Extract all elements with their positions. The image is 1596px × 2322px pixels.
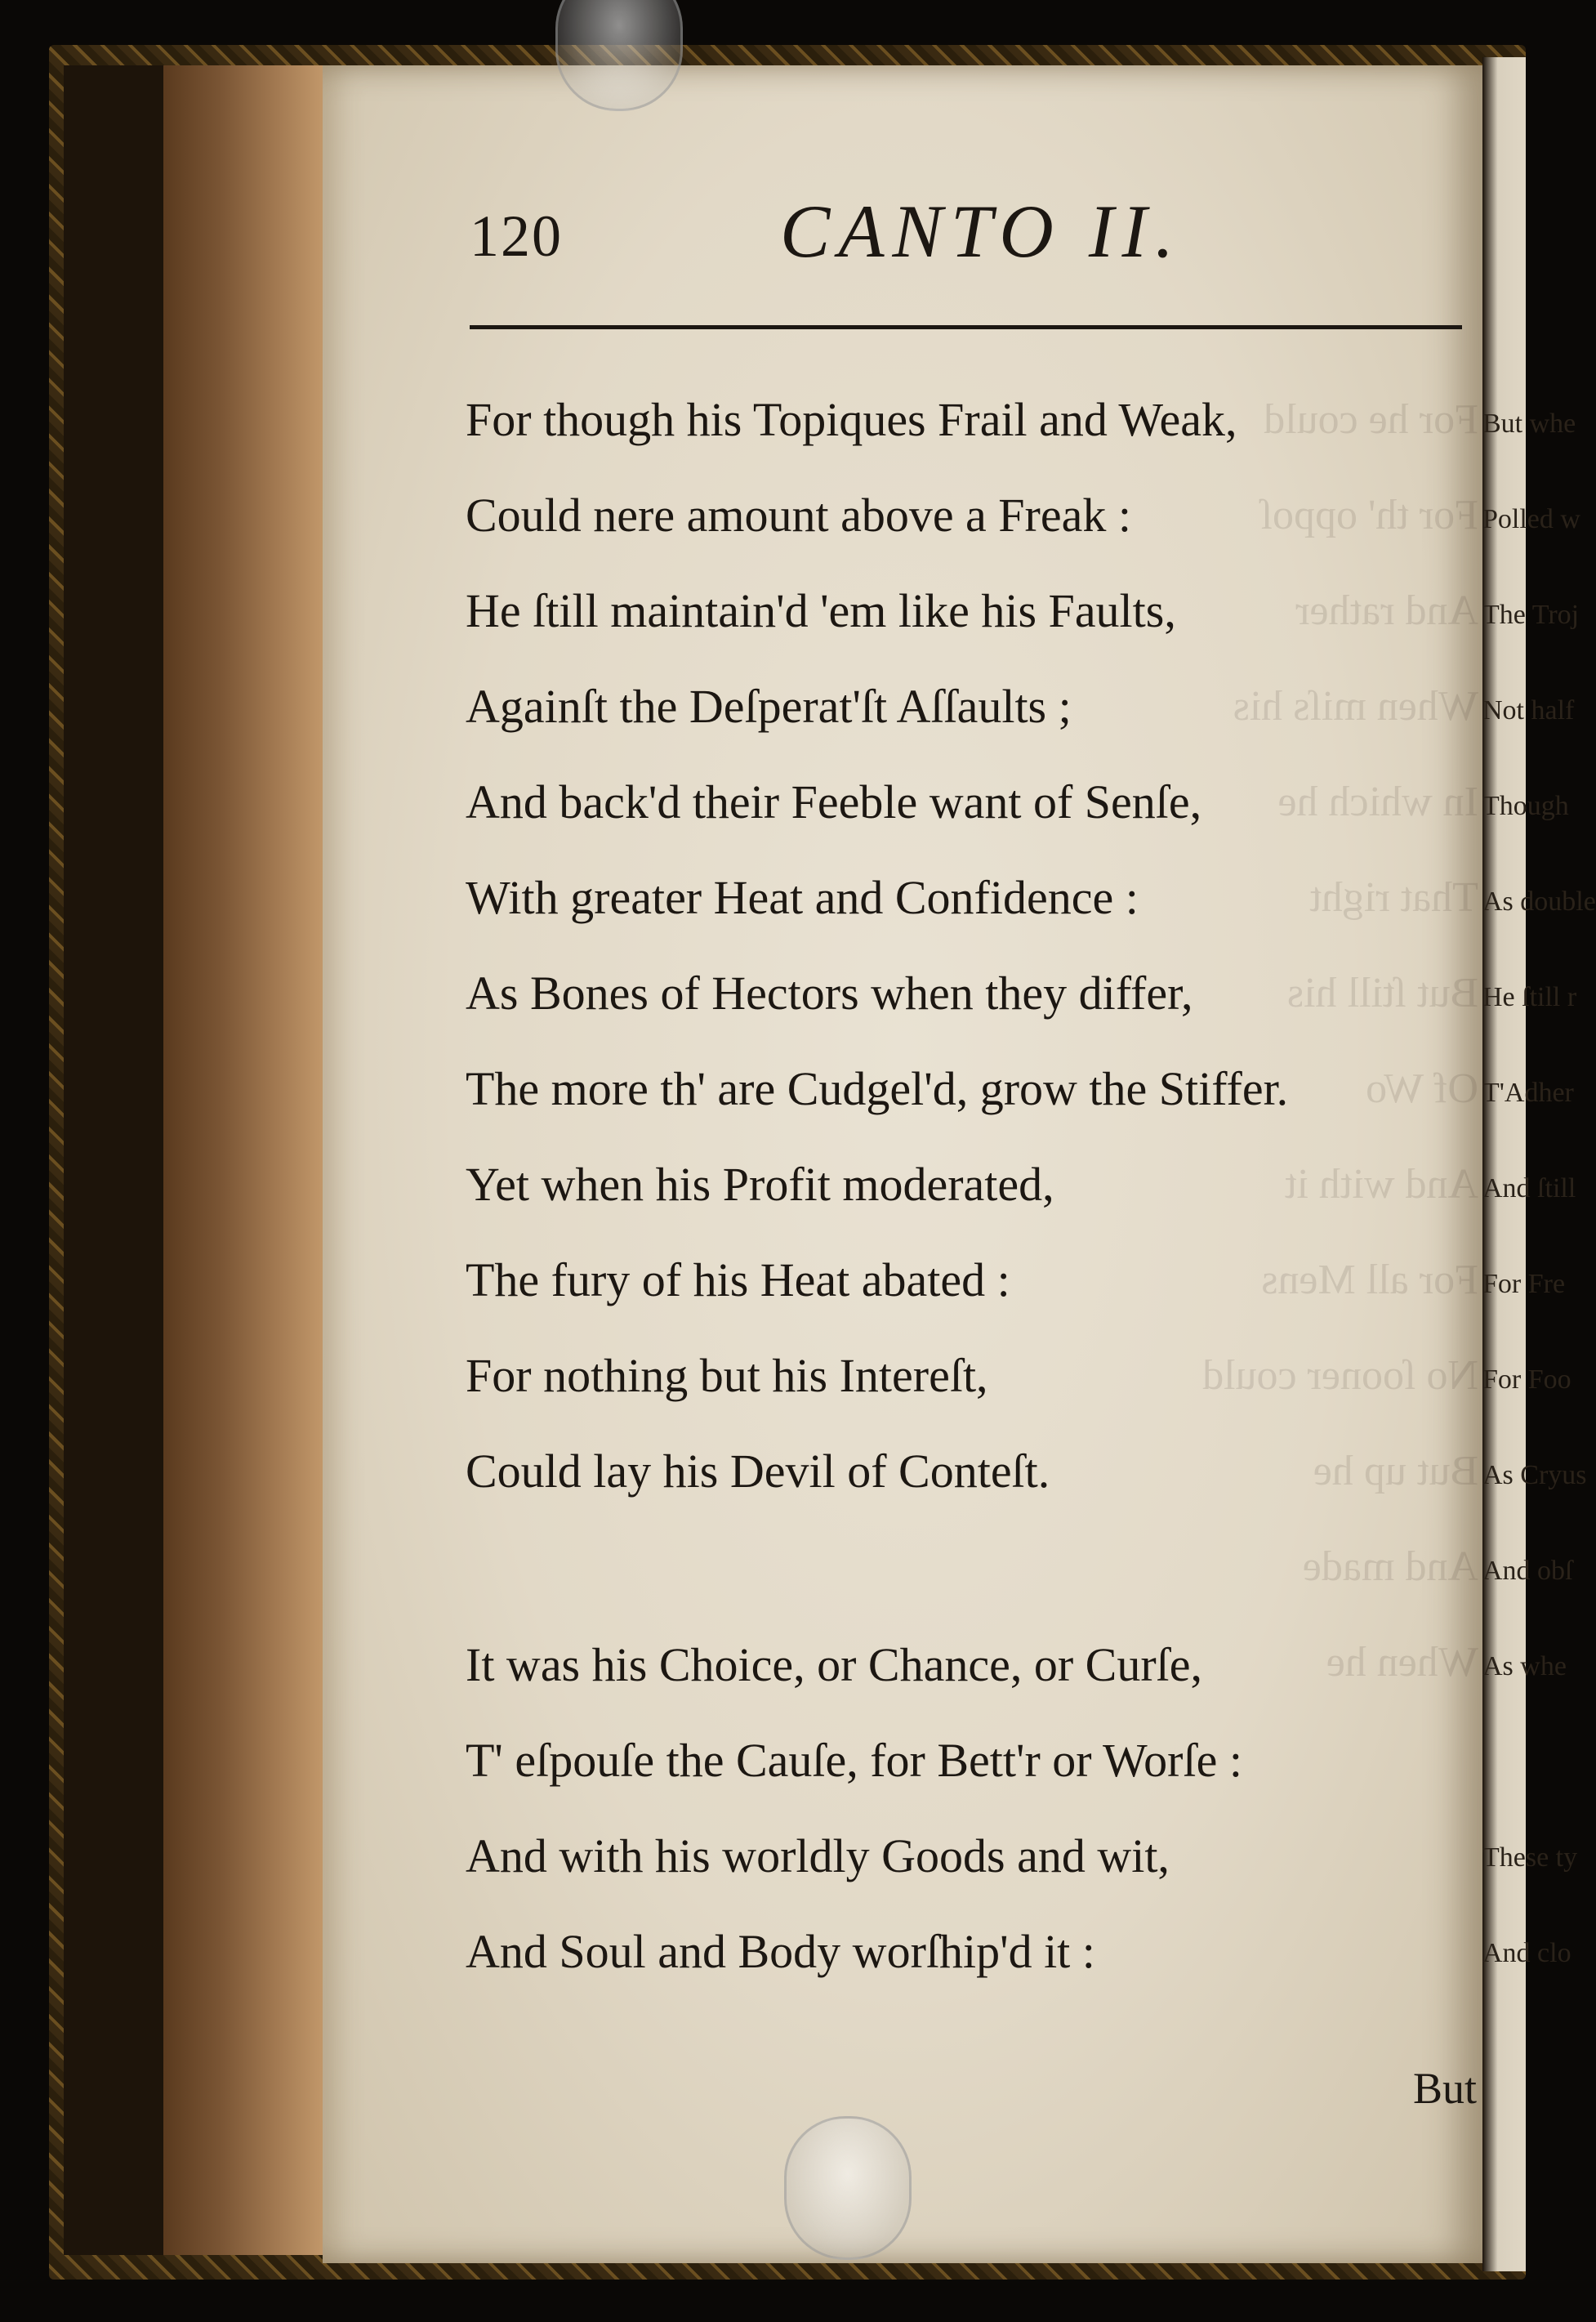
verse-line: And with his worldly Goods and wit,	[466, 1829, 1170, 1882]
show-through-text: For he could For th' oppoſ And rather When miſs his In which he That right But ſtill his Of Wo And with it For all Mens No ſooner could But up he And made When he	[1202, 396, 1478, 1686]
facing-page-text	[1482, 376, 1596, 2001]
verse-line: T' eſpouſe the Cauſe, for Bett'r or Worſe :	[466, 1734, 1242, 1787]
facing-line	[1482, 1714, 1526, 1810]
poem-body	[466, 372, 1429, 1999]
facing-line: Not half	[1482, 695, 1575, 726]
facing-line: For Fre	[1482, 1269, 1566, 1299]
verse-line: Againſt the Deſperat'ſt Aſſaults ;	[466, 680, 1072, 733]
header-rule	[470, 325, 1462, 329]
page-clip-bottom	[784, 2116, 912, 2260]
running-head: CANTO II.	[780, 190, 1183, 273]
verse-line: As Bones of Hectors when they differ,	[466, 967, 1193, 1020]
facing-line: Though	[1482, 791, 1569, 821]
verse-line: And back'd their Feeble want of Senſe,	[466, 775, 1202, 828]
verse-line: For nothing but his Intereſt,	[466, 1349, 988, 1402]
facing-line: For Foo	[1482, 1364, 1571, 1395]
facing-line: Polled w	[1482, 504, 1580, 534]
facing-line: And obſ	[1482, 1556, 1573, 1586]
verse-line: It was his Choice, or Chance, or Curſe,	[466, 1638, 1203, 1691]
page-edges	[163, 65, 327, 2255]
facing-line: T'Adher	[1482, 1078, 1574, 1108]
facing-line: As whe	[1482, 1651, 1567, 1681]
verse-line: He ſtill maintain'd 'em like his Faults,	[466, 584, 1176, 637]
facing-line: But whe	[1482, 409, 1576, 439]
verse-line: Yet when his Profit moderated,	[466, 1158, 1054, 1211]
verse-line: Could lay his Devil of Conteſt.	[466, 1445, 1050, 1498]
page-number: 120	[470, 203, 563, 269]
verse-line: The more th' are Cudgel'd, grow the Stiffer.	[466, 1062, 1289, 1115]
facing-line: And ſtill	[1482, 1173, 1576, 1203]
facing-line: He ſtill r	[1482, 982, 1577, 1012]
stanza-break	[466, 1519, 1429, 1617]
verse-line: For though his Topiques Frail and Weak,	[466, 393, 1237, 446]
facing-line: And clo	[1482, 1938, 1571, 1968]
facing-line: The Troj	[1482, 600, 1580, 630]
verse-line: And Soul and Body worſhip'd it :	[466, 1925, 1095, 1978]
facing-line: These ty	[1482, 1842, 1578, 1873]
verse-line: The fury of his Heat abated :	[466, 1253, 1010, 1306]
verse-line: With greater Heat and Confidence :	[466, 871, 1139, 924]
page-header	[470, 188, 1450, 278]
facing-line: As Cryus	[1482, 1460, 1587, 1490]
facing-line: As double	[1482, 886, 1596, 917]
catchword: But	[1413, 2064, 1478, 2113]
verse-line: Could nere amount above a Freak :	[466, 489, 1131, 542]
